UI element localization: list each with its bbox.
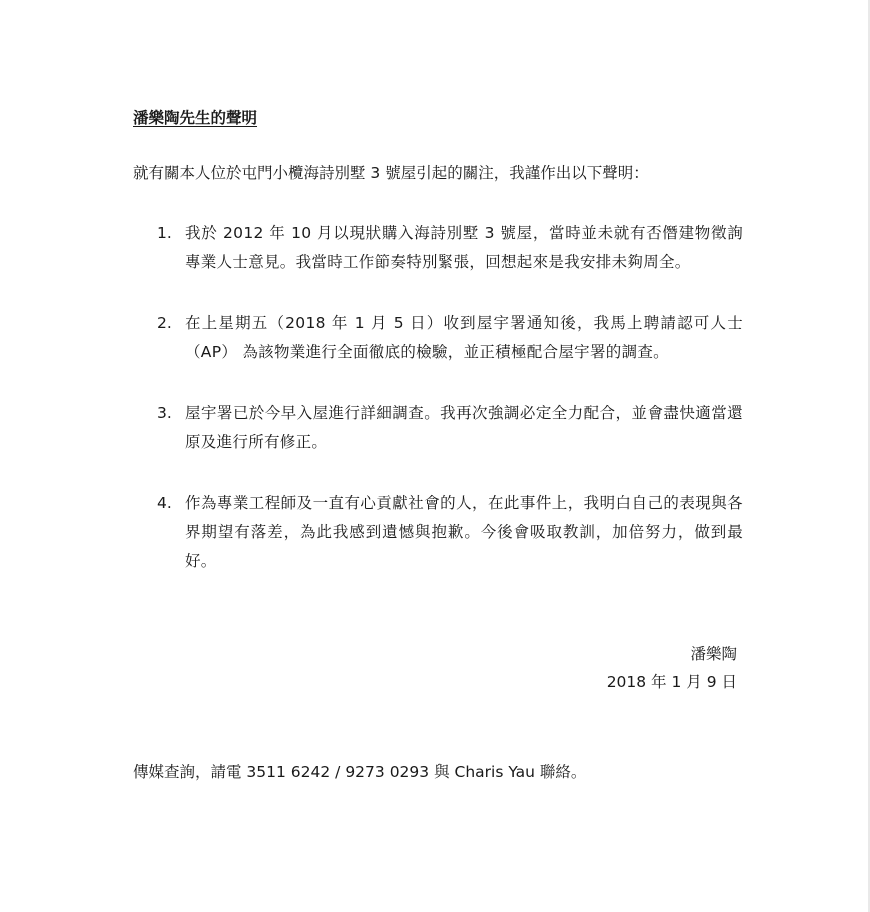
item-text: 我於 2012 年 10 月以現狀購入海詩別墅 3 號屋，當時並未就有否僭建物徵詢專業人士意見。我當時工作節奏特別緊張，回想起來是我安排未夠周全。 bbox=[185, 224, 743, 271]
item-number: 4. bbox=[157, 494, 172, 512]
statement-item-3 bbox=[133, 399, 743, 457]
item-text: 在上星期五（2018 年 1 月 5 日）收到屋宇署通知後，我馬上聘請認可人士（AP） 為該物業進行全面徹底的檢驗，並正積極配合屋宇署的調查。 bbox=[185, 314, 743, 361]
item-text: 屋宇署已於今早入屋進行詳細調查。我再次強調必定全力配合，並會盡快適當還原及進行所有修正。 bbox=[185, 404, 743, 451]
intro-paragraph: 就有關本人位於屯門小欖海詩別墅 3 號屋引起的關注，我謹作出以下聲明： bbox=[133, 164, 649, 182]
item-number: 1. bbox=[157, 224, 172, 242]
statement-item-1 bbox=[133, 219, 743, 277]
statement-item-4 bbox=[133, 489, 743, 576]
statement-document bbox=[133, 105, 743, 802]
item-number: 2. bbox=[157, 314, 172, 332]
item-text: 作為專業工程師及一直有心貢獻社會的人，在此事件上，我明白自己的表現與各界期望有落差，為此我感到遺憾與抱歉。今後會吸取教訓，加倍努力，做到最好。 bbox=[185, 494, 743, 570]
signature-date: 2018 年 1 月 9 日 bbox=[606, 673, 737, 691]
item-number: 3. bbox=[157, 404, 172, 422]
signature-block bbox=[133, 640, 743, 696]
signature-name: 潘樂陶 bbox=[690, 645, 737, 663]
statement-item-2 bbox=[133, 309, 743, 367]
media-contact: 傳媒查詢，請電 3511 6242 / 9273 0293 與 Charis Yau 聯絡。 bbox=[133, 763, 587, 781]
document-title: 潘樂陶先生的聲明 bbox=[133, 109, 258, 127]
statement-list bbox=[133, 219, 743, 576]
